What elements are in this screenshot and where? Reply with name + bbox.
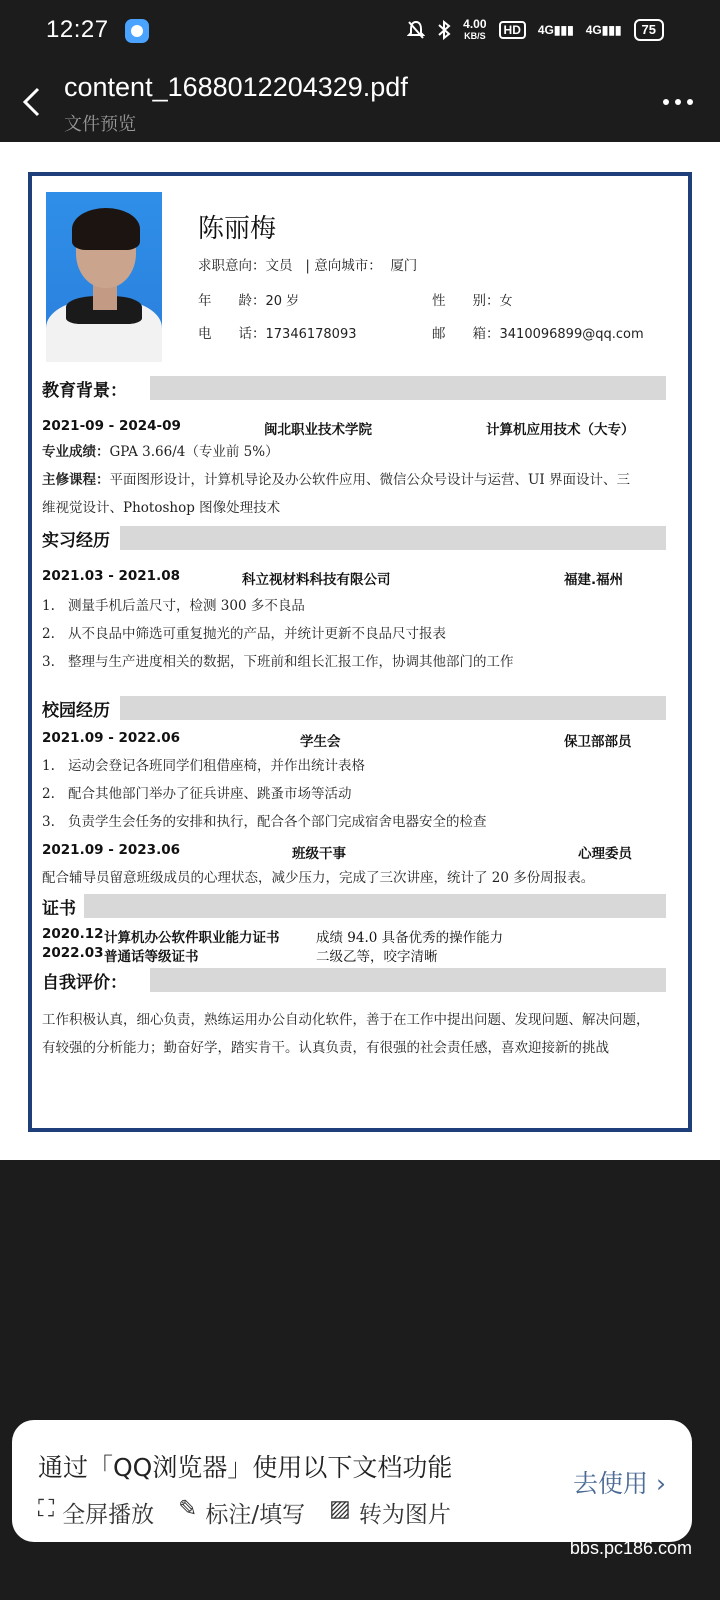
status-bar <box>0 0 720 62</box>
profile-photo <box>46 192 162 362</box>
self-eval-line-1: 工作积极认真，细心负责，熟练运用办公自动化软件，善于在工作中提出问题、发现问题、解决问题， <box>42 1012 650 1028</box>
cert-row-2: 2022.03 普通话等级证书 二级乙等，咬字清晰 <box>42 945 438 965</box>
resume-frame <box>28 172 692 1132</box>
watermark: bbs.pc186.com <box>569 1538 692 1558</box>
section-internship: 实习经历 <box>42 526 666 550</box>
section-self-evaluation: 自我评价： <box>42 968 666 992</box>
feature-annotate[interactable]: ✎ 标注/填写 <box>178 1496 306 1526</box>
list-item: 3. 负责学生会任务的安排和执行，配合各个部门完成宿舍电器安全的检查 <box>42 814 487 830</box>
signal-1-icon: 4G▮▮▮ <box>537 23 574 37</box>
education-row: 2021-09 - 2024-09 闽北职业技术学院 计算机应用技术（大专） <box>42 418 635 438</box>
pdf-page[interactable] <box>0 142 720 1160</box>
list-item: 2. 配合其他部门举办了征兵讲座、跳蚤市场等活动 <box>42 786 352 802</box>
phone-field: 电 话：17346178093 <box>198 326 357 342</box>
gender-field: 性 别：女 <box>432 293 513 309</box>
candidate-name: 陈丽梅 <box>198 214 277 244</box>
campus-row-2: 2021.09 - 2023.06 班级干事 心理委员 <box>42 842 632 862</box>
age-field: 年 龄：20 岁 <box>198 293 300 309</box>
title-bar <box>0 62 720 142</box>
gpa-line: 专业成绩：GPA 3.66/4（专业前 5%） <box>42 444 279 460</box>
battery-icon: 75 <box>634 19 664 41</box>
campus-row: 2021.09 - 2022.06 学生会 保卫部部员 <box>42 730 632 750</box>
section-education: 教育背景： <box>42 376 666 400</box>
job-intent: 求职意向：文员 | 意向城市： 厦门 <box>198 258 418 274</box>
file-preview-label: 文件预览 <box>64 114 136 135</box>
cert-row-1: 2020.12 计算机办公软件职业能力证书 成绩 94.0 具备优秀的操作能力 <box>42 926 504 946</box>
more-options-icon[interactable] <box>662 98 694 106</box>
clock: 12:27 <box>46 16 109 43</box>
list-item: 1. 测量手机后盖尺寸，检测 300 多不良品 <box>42 598 305 614</box>
self-eval-line-2: 有较强的分析能力；勤奋好学，踏实肯干。认真负责，有很强的社会责任感，喜欢迎接新的挑战 <box>42 1040 609 1056</box>
hd-badge: HD <box>499 21 526 39</box>
campus-desc: 配合辅导员留意班级成员的心理状态，减少压力，完成了三次讲座，统计了 20 多份周报表。 <box>42 870 595 886</box>
list-item: 1. 运动会登记各班同学们租借座椅，并作出统计表格 <box>42 758 365 774</box>
status-icons <box>407 18 664 42</box>
courses-line: 主修课程：平面图形设计，计算机导论及办公软件应用、微信公众号设计与运营、UI 界面设计、三 <box>42 472 631 488</box>
section-certificates: 证书 <box>42 894 666 918</box>
mute-bell-icon <box>407 20 425 40</box>
section-campus: 校园经历 <box>42 696 666 720</box>
use-now-button[interactable]: 去使用 › <box>573 1469 666 1498</box>
qq-browser-banner[interactable] <box>12 1420 692 1542</box>
file-name: content_1688012204329.pdf <box>64 72 408 102</box>
courses-line-2: 维视觉设计、Photoshop 图像处理技术 <box>42 500 281 516</box>
list-item: 3. 整理与生产进度相关的数据，下班前和组长汇报工作，协调其他部门的工作 <box>42 654 514 670</box>
email-field: 邮 箱：3410096899@qq.com <box>432 326 644 342</box>
feature-fullscreen[interactable]: ⛶ 全屏播放 <box>38 1496 155 1526</box>
bluetooth-icon <box>437 20 451 40</box>
signal-2-icon: 4G▮▮▮ <box>585 23 622 37</box>
network-speed: 4.00 KB/S <box>463 17 487 41</box>
fullscreen-icon: ⛶ <box>38 1496 55 1522</box>
feature-to-image[interactable]: ▨ 转为图片 <box>329 1496 451 1526</box>
edit-icon: ✎ <box>178 1496 198 1522</box>
app-notification-icon <box>125 19 149 43</box>
banner-text: 通过「QQ浏览器」使用以下文档功能 <box>38 1453 453 1482</box>
list-item: 2. 从不良品中筛选可重复抛光的产品，并统计更新不良品尺寸报表 <box>42 626 446 642</box>
internship-row: 2021.03 - 2021.08 科立视材料科技有限公司 福建.福州 <box>42 568 624 588</box>
banner-features <box>38 1496 558 1526</box>
image-icon: ▨ <box>329 1496 351 1522</box>
back-arrow-icon[interactable] <box>20 86 44 118</box>
